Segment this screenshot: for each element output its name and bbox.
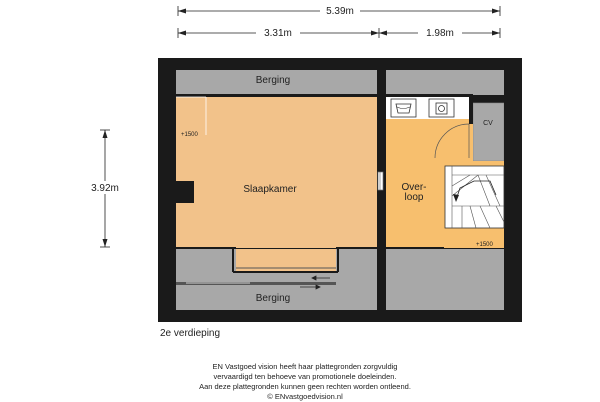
staircase <box>445 166 504 228</box>
disclaimer-line: EN Vastgoed vision heeft haar plattegronden zorgvuldig <box>212 362 398 371</box>
disclaimer <box>130 362 480 402</box>
height-marker-left: +1500 <box>181 132 198 138</box>
floor-label: 2e verdieping <box>160 328 221 339</box>
room-label-overloop-line1: Over- <box>401 182 427 193</box>
cv-cupboard-floor <box>473 103 504 161</box>
room-label-overloop-line2: loop <box>404 192 424 203</box>
washing-machine-icon <box>391 99 416 117</box>
height-marker-right: +1500 <box>476 242 493 248</box>
disclaimer-line: Aan deze plattegronden kunnen geen rechten worden ontleend. <box>199 382 411 391</box>
total-width-label: 5.39m <box>326 6 354 17</box>
height-label: 3.92m <box>91 183 119 194</box>
door-bedroom <box>378 172 383 190</box>
left-width-label: 3.31m <box>264 28 292 39</box>
storage-right-bottom-floor <box>386 249 504 310</box>
right-width-label: 1.98m <box>426 28 454 39</box>
disclaimer-line: vervaardigd ten behoeve van promotionele doeleinden. <box>213 372 397 381</box>
room-label-berging-bottom: Berging <box>255 293 291 304</box>
storage-right-top-floor <box>386 70 504 95</box>
room-label-berging-top: Berging <box>255 75 291 86</box>
room-label-cv: CV <box>483 120 493 127</box>
dryer-icon <box>429 99 454 117</box>
disclaimer-line: © ENvastgoedvision.nl <box>267 392 343 401</box>
room-label-slaapkamer: Slaapkamer <box>243 184 297 195</box>
